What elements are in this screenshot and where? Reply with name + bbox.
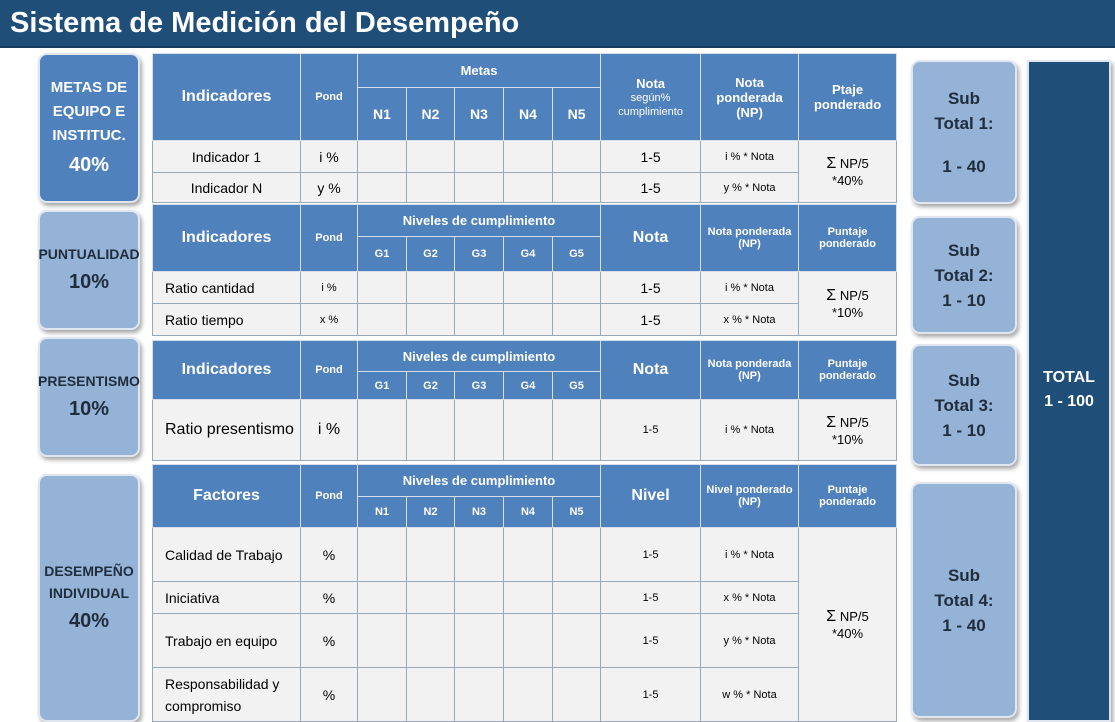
np-label: NP/5 — [839, 414, 869, 430]
subtotal-3-label: Sub Total 3: — [934, 370, 994, 415]
header-nota: Nota — [601, 341, 701, 400]
sigma-symbol: Σ — [826, 287, 837, 304]
level-cell — [504, 173, 553, 203]
header-level: G2 — [407, 237, 455, 272]
subtotal-4-label: Sub Total 4: — [934, 565, 994, 610]
box-puntualidad-label: PUNTUALIDAD — [38, 246, 140, 262]
box-presentismo — [38, 337, 140, 457]
level-cell — [407, 272, 455, 304]
factor-name: Iniciativa — [153, 582, 301, 614]
box-metas-label: METAS DE EQUIPO E INSTITUC. — [50, 79, 128, 144]
indicator-pond: i % — [301, 400, 358, 461]
header-level: G2 — [407, 372, 455, 400]
level-cell — [358, 582, 407, 614]
factor-pond: % — [301, 528, 358, 582]
formula-cell: i % * Nota — [701, 528, 799, 582]
header-metas: Metas — [358, 54, 601, 88]
level-cell — [455, 173, 504, 203]
nivel-cell: 1-5 — [601, 528, 701, 582]
level-cell — [407, 528, 455, 582]
formula-cell: i % * Nota — [701, 400, 799, 461]
level-cell — [407, 582, 455, 614]
table-row — [153, 141, 897, 173]
table-presentismo — [152, 340, 897, 461]
formula-cell: i % * Nota — [701, 272, 799, 304]
indicator-pond: y % — [301, 173, 358, 203]
header-level: G4 — [504, 237, 553, 272]
subtotal-2-range: 1 - 10 — [942, 290, 986, 310]
level-cell — [358, 173, 407, 203]
box-metas-percent: 40% — [68, 154, 110, 176]
level-cell — [455, 614, 504, 668]
sigma-symbol: Σ — [826, 608, 837, 625]
level-cell — [504, 614, 553, 668]
subtotal-1-range: 1 - 40 — [942, 156, 986, 176]
header-nota — [601, 54, 701, 141]
level-cell — [407, 173, 455, 203]
level-cell — [504, 272, 553, 304]
level-cell — [358, 141, 407, 173]
header-level: G5 — [553, 372, 601, 400]
formula-cell: x % * Nota — [701, 582, 799, 614]
level-cell — [553, 582, 601, 614]
level-cell — [504, 528, 553, 582]
factor-label: *10% — [831, 305, 864, 320]
level-cell — [455, 400, 504, 461]
subtotal-4-range: 1 - 40 — [942, 615, 986, 635]
factor-label: *40% — [831, 626, 864, 641]
puntaje-cell — [799, 400, 897, 461]
level-cell — [455, 528, 504, 582]
subtotal-3 — [911, 344, 1017, 466]
formula-cell: x % * Nota — [701, 304, 799, 336]
indicator-name: Ratio tiempo — [153, 304, 301, 336]
indicator-pond: i % — [301, 141, 358, 173]
header-factores: Factores — [153, 465, 301, 528]
subtotal-2-label: Sub Total 2: — [934, 240, 994, 285]
table-row — [153, 668, 897, 722]
indicator-name: Ratio cantidad — [153, 272, 301, 304]
header-niveles: Niveles de cumplimiento — [358, 341, 601, 372]
level-cell — [455, 582, 504, 614]
header-nota: Nota — [601, 205, 701, 272]
level-cell — [358, 614, 407, 668]
subtotal-1 — [911, 60, 1017, 204]
nivel-cell: 1-5 — [601, 614, 701, 668]
header-level: N3 — [455, 88, 504, 141]
header-level: G1 — [358, 372, 407, 400]
level-cell — [455, 141, 504, 173]
factor-pond: % — [301, 614, 358, 668]
header-indicadores: Indicadores — [153, 205, 301, 272]
box-desempeno — [38, 474, 140, 722]
header-level: N2 — [407, 88, 455, 141]
header-level: N1 — [358, 497, 407, 528]
factor-label: *10% — [831, 431, 864, 447]
level-cell — [407, 614, 455, 668]
np-label: NP/5 — [839, 609, 869, 624]
level-cell — [504, 141, 553, 173]
total-box — [1027, 60, 1111, 722]
level-cell — [358, 272, 407, 304]
level-cell — [504, 668, 553, 722]
header-level: N4 — [504, 88, 553, 141]
level-cell — [455, 304, 504, 336]
factor-name: Responsabilidad y compromiso — [153, 668, 301, 722]
header-pond: Pond — [301, 54, 358, 141]
table-row — [153, 528, 897, 582]
level-cell — [455, 272, 504, 304]
level-cell — [407, 400, 455, 461]
level-cell — [553, 272, 601, 304]
factor-name: Trabajo en equipo — [153, 614, 301, 668]
page-title: Sistema de Medición del Desempeño — [10, 7, 520, 39]
header-level: G1 — [358, 237, 407, 272]
puntaje-cell — [799, 141, 897, 203]
nivel-cell: 1-5 — [601, 668, 701, 722]
header-indicadores: Indicadores — [153, 341, 301, 400]
level-cell — [553, 141, 601, 173]
box-presentismo-label: PRESENTISMO — [38, 373, 140, 389]
sigma-symbol: Σ — [826, 413, 837, 431]
header-nota-ponderada: Nota ponderada (NP) — [701, 54, 799, 141]
level-cell — [553, 400, 601, 461]
header-puntaje-ponderado: Puntaje ponderado — [799, 341, 897, 400]
np-label: NP/5 — [839, 156, 869, 171]
formula-cell: y % * Nota — [701, 614, 799, 668]
level-cell — [455, 668, 504, 722]
total-label: TOTAL — [1043, 369, 1095, 386]
header-level: G3 — [455, 372, 504, 400]
level-cell — [504, 304, 553, 336]
indicator-pond: i % — [301, 272, 358, 304]
nota-cell: 1-5 — [601, 304, 701, 336]
level-cell — [358, 668, 407, 722]
header-pond: Pond — [301, 341, 358, 400]
nota-cell: 1-5 — [601, 272, 701, 304]
subtotal-3-range: 1 - 10 — [942, 420, 986, 440]
header-pond: Pond — [301, 465, 358, 528]
level-cell — [553, 173, 601, 203]
box-desempeno-label: DESEMPEÑO INDIVIDUAL — [44, 563, 134, 601]
level-cell — [358, 400, 407, 461]
level-cell — [553, 668, 601, 722]
table-row — [153, 304, 897, 336]
np-label: NP/5 — [839, 288, 869, 303]
table-desempeno — [152, 464, 897, 722]
header-nivel: Nivel — [601, 465, 701, 528]
sigma-symbol: Σ — [826, 155, 837, 172]
header-puntaje-ponderado: Puntaje ponderado — [799, 205, 897, 272]
indicator-name: Indicador N — [153, 173, 301, 203]
level-cell — [358, 528, 407, 582]
box-puntualidad — [38, 210, 140, 330]
table-row — [153, 272, 897, 304]
title-bar — [0, 0, 1115, 48]
formula-cell: i % * Nota — [701, 141, 799, 173]
table-metas — [152, 53, 897, 203]
nota-cell: 1-5 — [601, 173, 701, 203]
nota-cell: 1-5 — [601, 141, 701, 173]
subtotal-4 — [911, 482, 1017, 718]
table-row — [153, 582, 897, 614]
header-nota-sub: según% cumplimiento — [618, 91, 683, 118]
nivel-cell: 1-5 — [601, 582, 701, 614]
total-range: 1 - 100 — [1044, 393, 1094, 410]
header-puntaje-ponderado: Puntaje ponderado — [799, 465, 897, 528]
level-cell — [407, 668, 455, 722]
box-presentismo-percent: 10% — [68, 398, 110, 420]
header-level: N1 — [358, 88, 407, 141]
header-nota-ponderada: Nota ponderada (NP) — [701, 205, 799, 272]
header-niveles: Niveles de cumplimiento — [358, 465, 601, 497]
subtotal-1-label: Sub Total 1: — [934, 88, 994, 133]
level-cell — [407, 304, 455, 336]
header-level: N4 — [504, 497, 553, 528]
header-ptaje-ponderado: Ptaje ponderado — [799, 54, 897, 141]
formula-cell: y % * Nota — [701, 173, 799, 203]
table-row — [153, 400, 897, 461]
level-cell — [553, 614, 601, 668]
header-level: G3 — [455, 237, 504, 272]
table-row — [153, 173, 897, 203]
header-pond: Pond — [301, 205, 358, 272]
indicator-name: Indicador 1 — [153, 141, 301, 173]
indicator-name: Ratio presentismo — [153, 400, 301, 461]
factor-label: *40% — [832, 173, 864, 188]
header-level: G5 — [553, 237, 601, 272]
factor-pond: % — [301, 668, 358, 722]
table-puntualidad — [152, 204, 897, 336]
header-nota-label: Nota — [636, 75, 665, 91]
box-desempeno-percent: 40% — [68, 610, 110, 632]
header-niveles: Niveles de cumplimiento — [358, 205, 601, 237]
subtotal-2 — [911, 216, 1017, 334]
box-metas — [38, 53, 140, 203]
level-cell — [358, 304, 407, 336]
header-indicadores: Indicadores — [153, 54, 301, 141]
header-level: N3 — [455, 497, 504, 528]
header-level: N2 — [407, 497, 455, 528]
header-level: G4 — [504, 372, 553, 400]
factor-pond: % — [301, 582, 358, 614]
header-nivel-ponderado: Nivel ponderado (NP) — [701, 465, 799, 528]
level-cell — [553, 528, 601, 582]
header-nota-ponderada: Nota ponderada (NP) — [701, 341, 799, 400]
header-level: N5 — [553, 88, 601, 141]
indicator-pond: x % — [301, 304, 358, 336]
level-cell — [553, 304, 601, 336]
level-cell — [407, 141, 455, 173]
puntaje-cell — [799, 272, 897, 336]
box-puntualidad-percent: 10% — [68, 271, 110, 293]
formula-cell: w % * Nota — [701, 668, 799, 722]
factor-name: Calidad de Trabajo — [153, 528, 301, 582]
level-cell — [504, 582, 553, 614]
nota-cell: 1-5 — [601, 400, 701, 461]
puntaje-cell — [799, 528, 897, 722]
header-level: N5 — [553, 497, 601, 528]
level-cell — [504, 400, 553, 461]
table-row — [153, 614, 897, 668]
